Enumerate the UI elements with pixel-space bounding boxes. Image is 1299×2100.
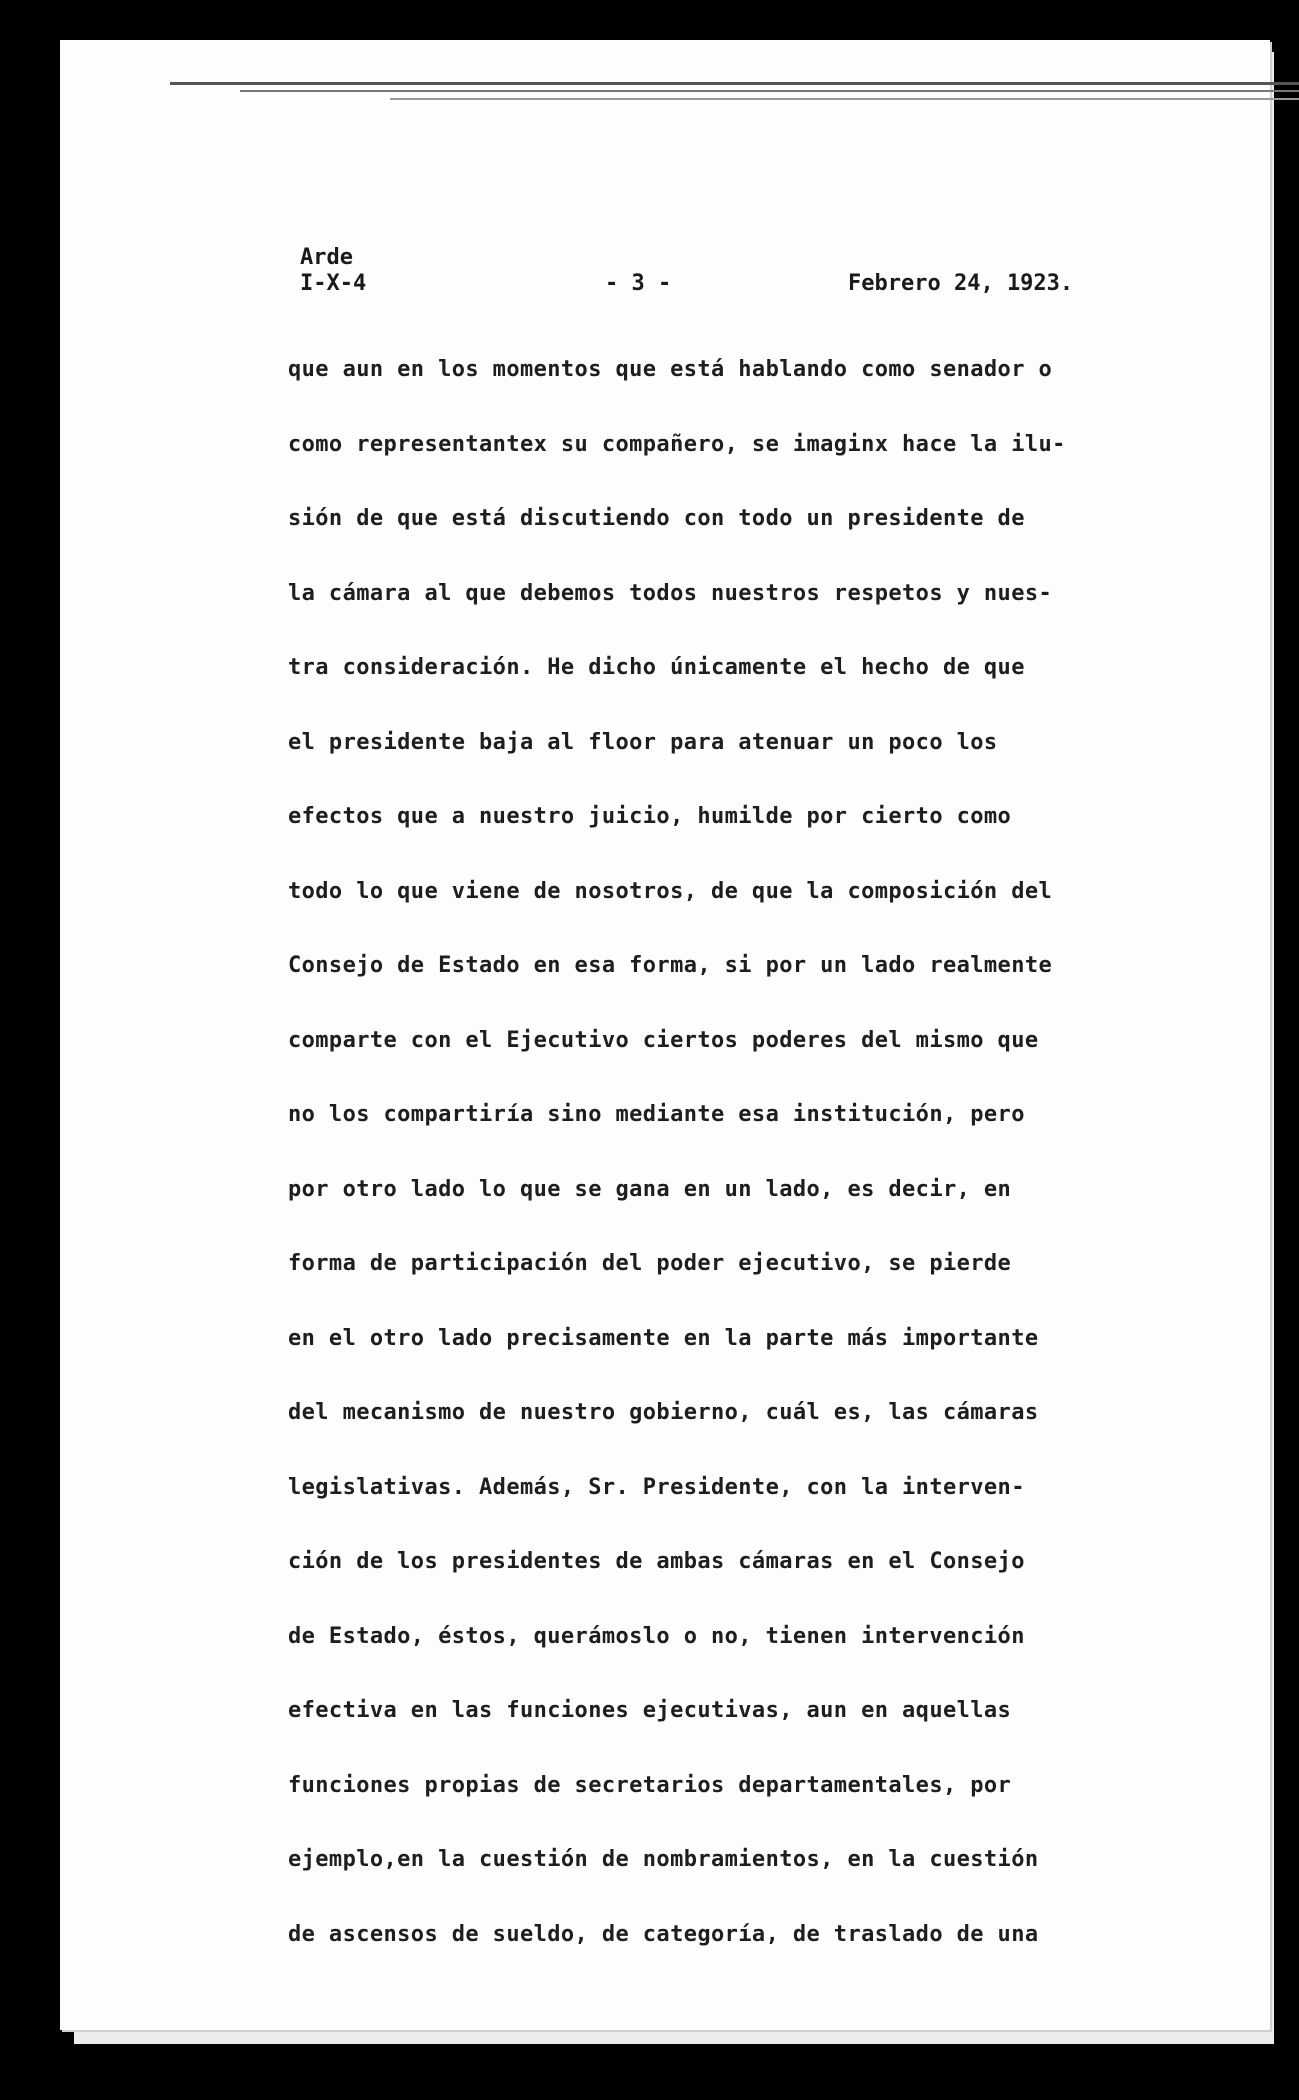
- header-author: Arde: [300, 245, 353, 270]
- text-line: que aun en los momentos que está hablando como senador o: [288, 357, 1053, 382]
- text-line: la cámara al que debemos todos nuestros respetos y nues-: [288, 580, 1053, 606]
- top-edge-line: [170, 82, 1299, 85]
- top-edge-line: [240, 90, 1299, 92]
- text-line: forma de participación del poder ejecutivo, se pierde: [288, 1251, 1012, 1276]
- top-edge-line: [390, 98, 1299, 100]
- text-line: en el otro lado precisamente en la parte más importante: [288, 1325, 1039, 1351]
- text-line: el presidente baja al floor para atenuar un poco los: [288, 729, 998, 755]
- text-line: legislativas. Además, Sr. Presidente, con la interven-: [288, 1474, 1025, 1500]
- text-line: de ascensos de sueldo, de categoría, de traslado de una: [288, 1921, 1039, 1947]
- text-line: ejemplo,en la cuestión de nombramientos, en la cuestión: [288, 1847, 1039, 1872]
- text-line: del mecanismo de nuestro gobierno, cuál es, las cámaras: [288, 1400, 1039, 1425]
- header-code: I-X-4: [300, 271, 367, 296]
- text-line: efectos que a nuestro juicio, humilde por cierto como: [288, 804, 1012, 829]
- text-line: Consejo de Estado en esa forma, si por un lado realmente: [288, 953, 1053, 978]
- text-line: por otro lado lo que se gana en un lado, es decir, en: [288, 1176, 1012, 1202]
- text-line: funciones propias de secretarios departamentales, por: [288, 1772, 1012, 1798]
- page-header: [300, 245, 1100, 305]
- text-line: efectiva en las funciones ejecutivas, aun en aquellas: [288, 1698, 1012, 1723]
- text-line: no los compartiría sino mediante esa institución, pero: [288, 1102, 1025, 1127]
- text-line: como representantex su compañero, se imaginx hace la ilu-: [288, 431, 1066, 457]
- text-line: ción de los presidentes de ambas cámaras en el Consejo: [288, 1549, 1025, 1574]
- body-text: [288, 350, 1148, 1989]
- page-number: - 3 -: [605, 271, 672, 296]
- header-reference: [300, 245, 366, 297]
- text-line: todo lo que viene de nosotros, de que la composición del: [288, 878, 1053, 904]
- text-line: sión de que está discutiendo con todo un presidente de: [288, 506, 1025, 531]
- text-line: de Estado, éstos, querámoslo o no, tienen intervención: [288, 1623, 1025, 1649]
- text-line: comparte con el Ejecutivo ciertos poderes del mismo que: [288, 1027, 1039, 1053]
- header-date: Febrero 24, 1923.: [848, 271, 1074, 296]
- text-line: tra consideración. He dicho únicamente el hecho de que: [288, 655, 1025, 680]
